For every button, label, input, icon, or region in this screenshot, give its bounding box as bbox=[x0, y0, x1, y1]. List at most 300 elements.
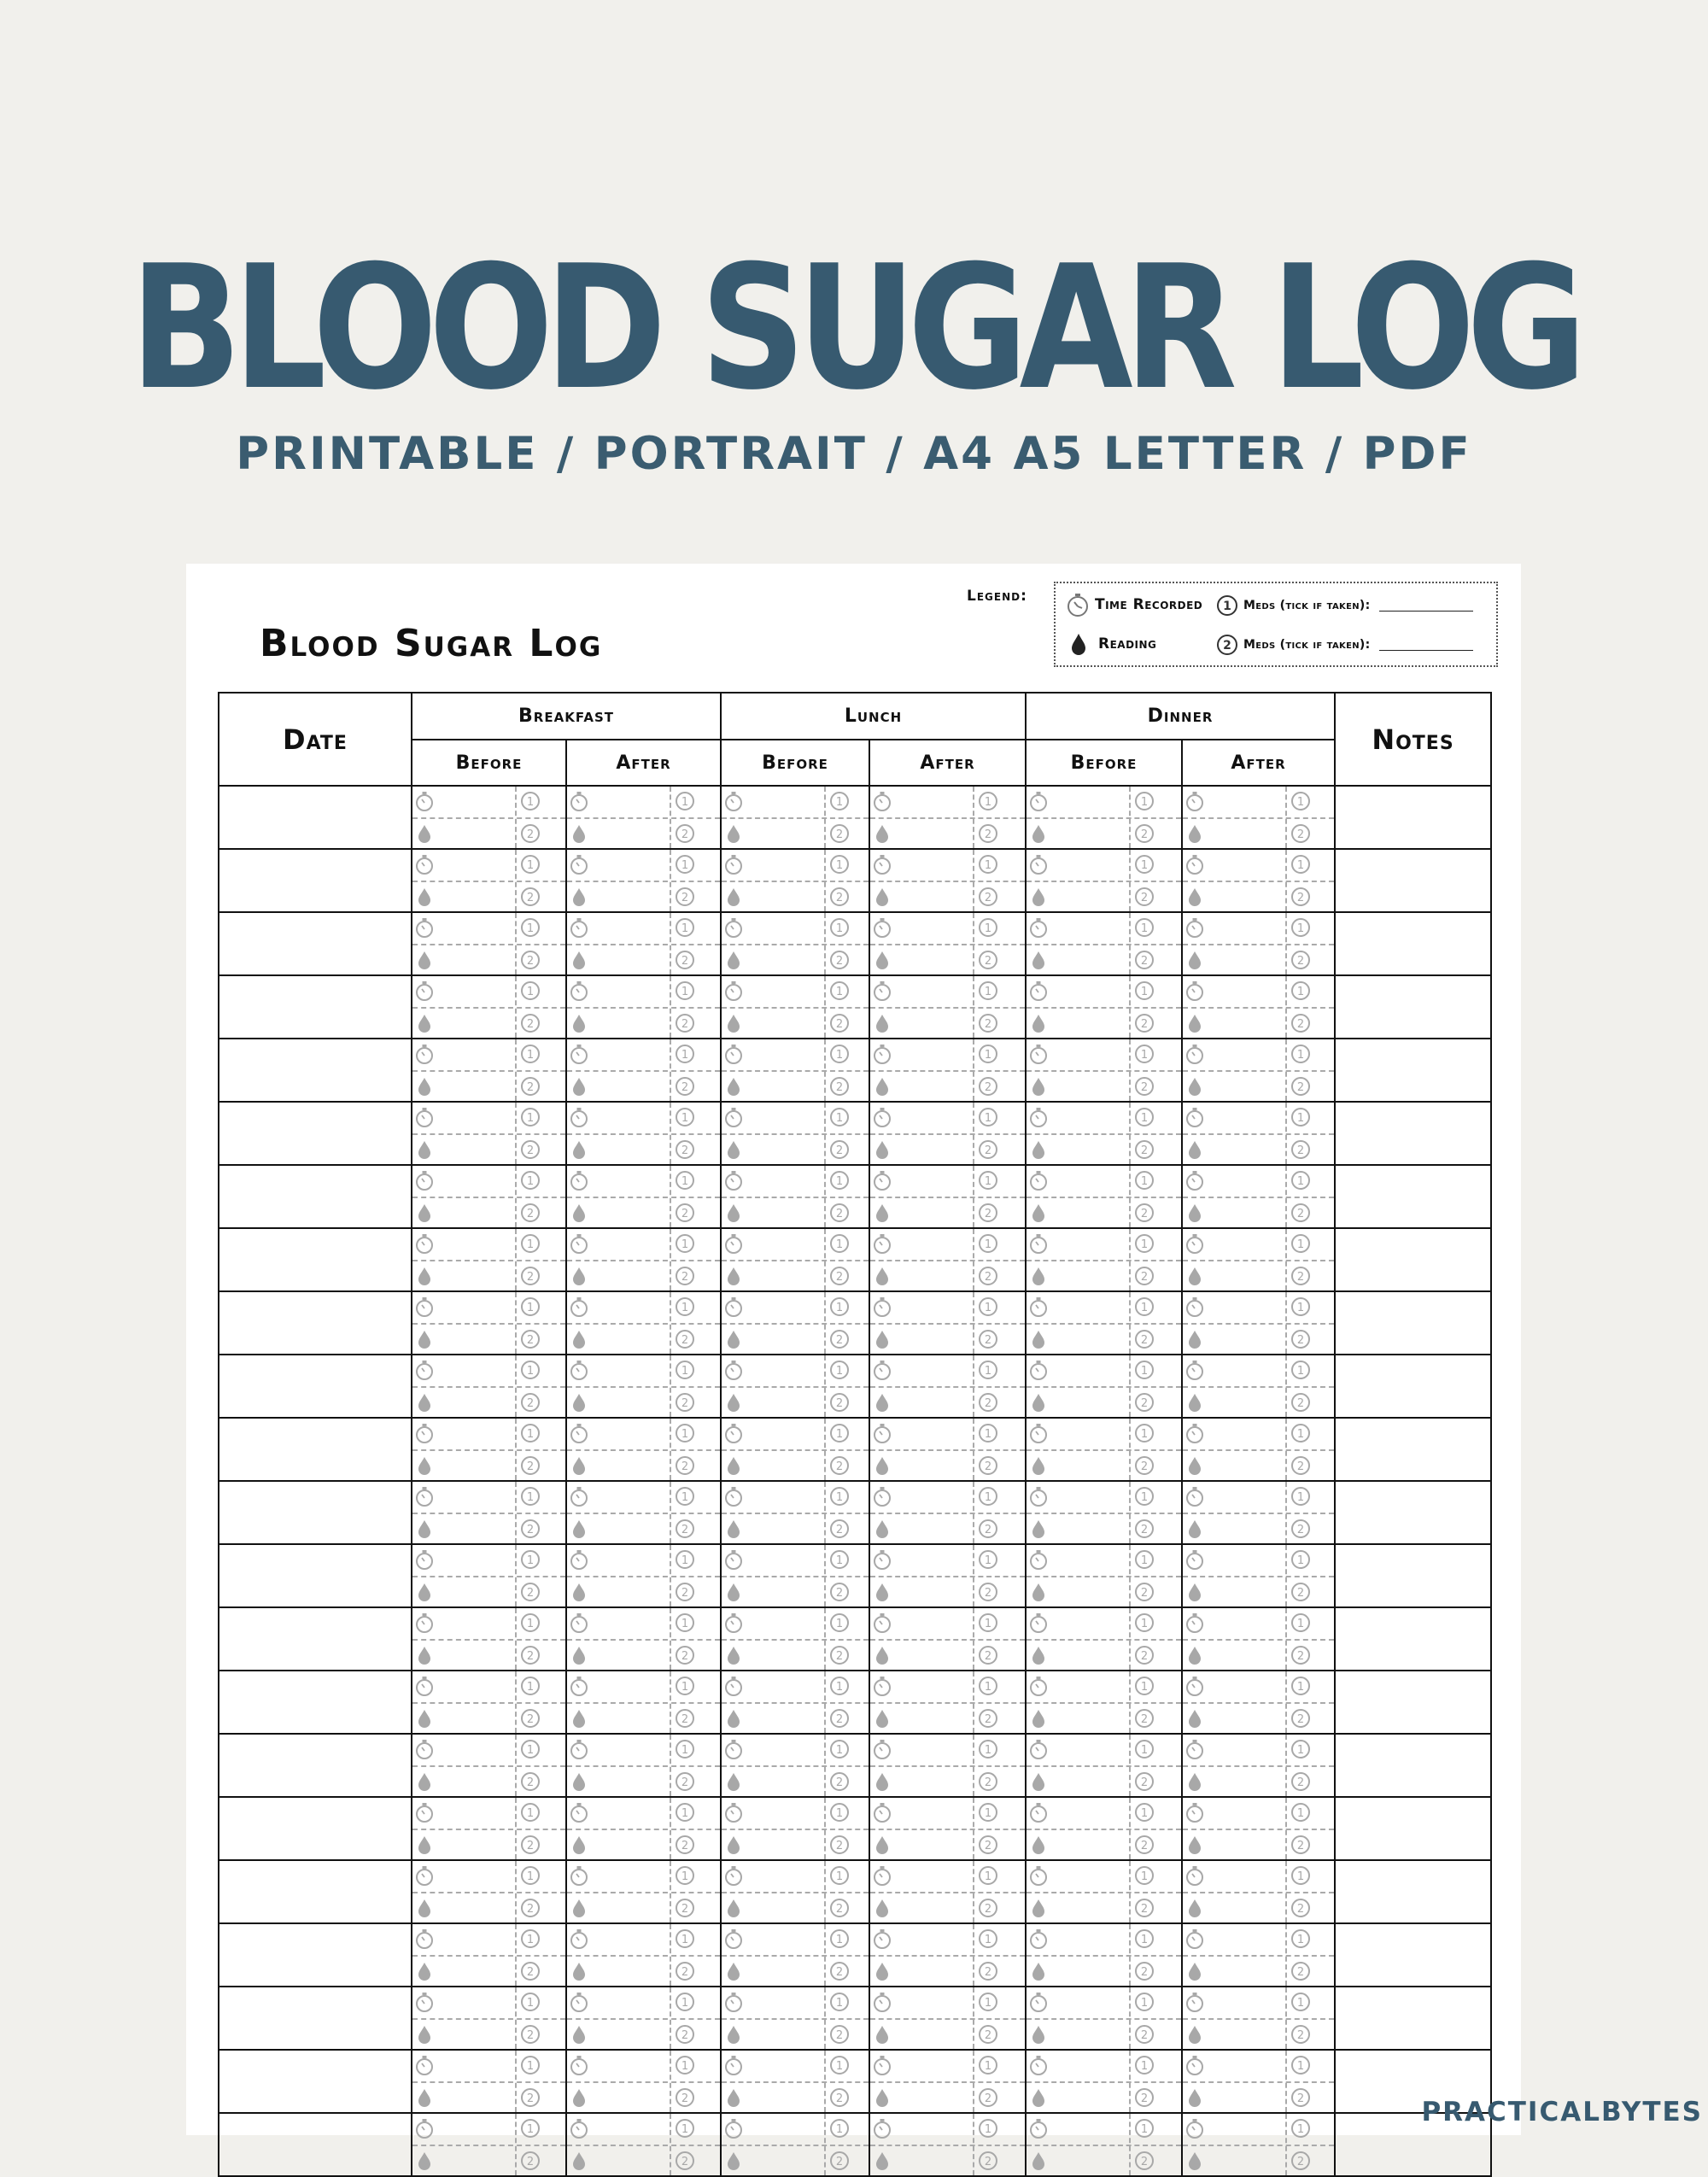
reading-slot[interactable] bbox=[412, 1165, 566, 1228]
reading-slot[interactable] bbox=[1026, 849, 1182, 912]
reading-slot[interactable] bbox=[566, 1481, 721, 1544]
circled-two-icon[interactable] bbox=[1134, 1961, 1155, 1985]
date-cell[interactable] bbox=[219, 1671, 412, 1734]
circled-two-icon[interactable] bbox=[829, 1582, 850, 1606]
reading-slot[interactable] bbox=[412, 1607, 566, 1671]
reading-slot[interactable] bbox=[1026, 1228, 1182, 1291]
circled-two-icon[interactable] bbox=[829, 950, 850, 974]
notes-cell[interactable] bbox=[1335, 975, 1491, 1039]
notes-cell[interactable] bbox=[1335, 1291, 1491, 1355]
circled-two-icon[interactable] bbox=[978, 1203, 998, 1226]
circled-two-icon[interactable] bbox=[520, 950, 541, 974]
reading-slot[interactable] bbox=[1026, 1418, 1182, 1481]
reading-slot[interactable] bbox=[869, 2050, 1026, 2113]
circled-two-icon[interactable] bbox=[520, 1455, 541, 1479]
circled-one-icon[interactable] bbox=[520, 1739, 541, 1763]
circled-one-icon[interactable] bbox=[520, 791, 541, 815]
reading-slot[interactable] bbox=[412, 1544, 566, 1607]
reading-slot[interactable] bbox=[1182, 1102, 1335, 1165]
circled-two-icon[interactable] bbox=[978, 950, 998, 974]
reading-slot[interactable] bbox=[869, 1355, 1026, 1418]
circled-one-icon[interactable] bbox=[978, 1233, 998, 1257]
circled-two-icon[interactable] bbox=[520, 1329, 541, 1353]
circled-one-icon[interactable] bbox=[829, 1549, 850, 1573]
circled-one-icon[interactable] bbox=[520, 1170, 541, 1194]
circled-one-icon[interactable] bbox=[978, 1865, 998, 1889]
circled-one-icon[interactable] bbox=[675, 980, 695, 1004]
reading-slot[interactable] bbox=[721, 1734, 869, 1797]
circled-one-icon[interactable] bbox=[1290, 1170, 1311, 1194]
circled-two-icon[interactable] bbox=[829, 1835, 850, 1858]
reading-slot[interactable] bbox=[1182, 1039, 1335, 1102]
circled-two-icon[interactable] bbox=[675, 1961, 695, 1985]
circled-one-icon[interactable] bbox=[978, 1107, 998, 1131]
reading-slot[interactable] bbox=[869, 1039, 1026, 1102]
reading-slot[interactable] bbox=[1182, 1228, 1335, 1291]
reading-slot[interactable] bbox=[566, 1671, 721, 1734]
date-cell[interactable] bbox=[219, 1165, 412, 1228]
reading-slot[interactable] bbox=[721, 1418, 869, 1481]
reading-slot[interactable] bbox=[1026, 1987, 1182, 2050]
circled-one-icon[interactable] bbox=[520, 917, 541, 941]
circled-one-icon[interactable] bbox=[829, 1676, 850, 1700]
circled-two-icon[interactable] bbox=[1134, 1329, 1155, 1353]
reading-slot[interactable] bbox=[1026, 1165, 1182, 1228]
notes-cell[interactable] bbox=[1335, 1481, 1491, 1544]
reading-slot[interactable] bbox=[566, 849, 721, 912]
circled-one-icon[interactable] bbox=[1134, 1928, 1155, 1952]
circled-one-icon[interactable] bbox=[829, 2055, 850, 2079]
circled-one-icon[interactable] bbox=[1290, 1612, 1311, 1636]
circled-one-icon[interactable] bbox=[675, 1992, 695, 2016]
circled-two-icon[interactable] bbox=[1134, 1898, 1155, 1922]
reading-slot[interactable] bbox=[412, 1860, 566, 1923]
reading-slot[interactable] bbox=[721, 1355, 869, 1418]
reading-slot[interactable] bbox=[1182, 1291, 1335, 1355]
notes-cell[interactable] bbox=[1335, 1039, 1491, 1102]
notes-cell[interactable] bbox=[1335, 1671, 1491, 1734]
circled-one-icon[interactable] bbox=[1134, 2055, 1155, 2079]
reading-slot[interactable] bbox=[869, 1418, 1026, 1481]
circled-one-icon[interactable] bbox=[1290, 1360, 1311, 1384]
circled-one-icon[interactable] bbox=[829, 1802, 850, 1826]
reading-slot[interactable] bbox=[1026, 1355, 1182, 1418]
circled-two-icon[interactable] bbox=[1290, 950, 1311, 974]
circled-two-icon[interactable] bbox=[675, 1771, 695, 1795]
notes-cell[interactable] bbox=[1335, 786, 1491, 849]
circled-one-icon[interactable] bbox=[520, 2118, 541, 2142]
reading-slot[interactable] bbox=[1026, 1860, 1182, 1923]
circled-two-icon[interactable] bbox=[978, 1519, 998, 1542]
circled-two-icon[interactable] bbox=[1290, 1898, 1311, 1922]
circled-one-icon[interactable] bbox=[675, 1044, 695, 1068]
circled-one-icon[interactable] bbox=[1134, 1423, 1155, 1447]
reading-slot[interactable] bbox=[566, 1923, 721, 1987]
reading-slot[interactable] bbox=[721, 786, 869, 849]
notes-cell[interactable] bbox=[1335, 1102, 1491, 1165]
reading-slot[interactable] bbox=[412, 1987, 566, 2050]
reading-slot[interactable] bbox=[869, 1671, 1026, 1734]
circled-two-icon[interactable] bbox=[978, 1582, 998, 1606]
reading-slot[interactable] bbox=[412, 912, 566, 975]
reading-slot[interactable] bbox=[1182, 1418, 1335, 1481]
reading-slot[interactable] bbox=[869, 786, 1026, 849]
circled-one-icon[interactable] bbox=[1290, 1486, 1311, 1510]
circled-one-icon[interactable] bbox=[829, 854, 850, 878]
reading-slot[interactable] bbox=[1026, 1039, 1182, 1102]
reading-slot[interactable] bbox=[412, 1102, 566, 1165]
circled-two-icon[interactable] bbox=[520, 1961, 541, 1985]
circled-one-icon[interactable] bbox=[1290, 980, 1311, 1004]
circled-two-icon[interactable] bbox=[1290, 1203, 1311, 1226]
circled-two-icon[interactable] bbox=[829, 823, 850, 847]
reading-slot[interactable] bbox=[412, 1355, 566, 1418]
reading-slot[interactable] bbox=[721, 1987, 869, 2050]
reading-slot[interactable] bbox=[721, 1228, 869, 1291]
notes-cell[interactable] bbox=[1335, 1860, 1491, 1923]
reading-slot[interactable] bbox=[566, 2113, 721, 2176]
circled-one-icon[interactable] bbox=[1290, 1676, 1311, 1700]
reading-slot[interactable] bbox=[1026, 975, 1182, 1039]
reading-slot[interactable] bbox=[1026, 2050, 1182, 2113]
circled-one-icon[interactable] bbox=[1290, 1233, 1311, 1257]
circled-two-icon[interactable] bbox=[978, 1771, 998, 1795]
reading-slot[interactable] bbox=[869, 1860, 1026, 1923]
circled-one-icon[interactable] bbox=[978, 1170, 998, 1194]
date-cell[interactable] bbox=[219, 1102, 412, 1165]
circled-two-icon[interactable] bbox=[1134, 1139, 1155, 1163]
circled-two-icon[interactable] bbox=[829, 1329, 850, 1353]
circled-two-icon[interactable] bbox=[520, 1519, 541, 1542]
circled-one-icon[interactable] bbox=[829, 980, 850, 1004]
circled-two-icon[interactable] bbox=[675, 887, 695, 910]
circled-two-icon[interactable] bbox=[675, 1392, 695, 1416]
reading-slot[interactable] bbox=[721, 1102, 869, 1165]
circled-one-icon[interactable] bbox=[675, 1928, 695, 1952]
circled-one-icon[interactable] bbox=[1134, 1865, 1155, 1889]
circled-one-icon[interactable] bbox=[978, 1928, 998, 1952]
circled-one-icon[interactable] bbox=[520, 1612, 541, 1636]
circled-one-icon[interactable] bbox=[675, 1865, 695, 1889]
circled-one-icon[interactable] bbox=[829, 917, 850, 941]
circled-two-icon[interactable] bbox=[1134, 2087, 1155, 2111]
circled-one-icon[interactable] bbox=[1290, 1107, 1311, 1131]
circled-one-icon[interactable] bbox=[1134, 1676, 1155, 1700]
reading-slot[interactable] bbox=[566, 1291, 721, 1355]
circled-one-icon[interactable] bbox=[978, 1739, 998, 1763]
circled-two-icon[interactable] bbox=[978, 1392, 998, 1416]
notes-cell[interactable] bbox=[1335, 1797, 1491, 1860]
reading-slot[interactable] bbox=[1026, 1291, 1182, 1355]
reading-slot[interactable] bbox=[412, 1228, 566, 1291]
reading-slot[interactable] bbox=[1026, 1102, 1182, 1165]
circled-two-icon[interactable] bbox=[829, 1392, 850, 1416]
reading-slot[interactable] bbox=[869, 1481, 1026, 1544]
circled-one-icon[interactable] bbox=[675, 1170, 695, 1194]
reading-slot[interactable] bbox=[869, 1228, 1026, 1291]
circled-two-icon[interactable] bbox=[520, 823, 541, 847]
circled-one-icon[interactable] bbox=[675, 1233, 695, 1257]
circled-one-icon[interactable] bbox=[978, 1486, 998, 1510]
circled-two-icon[interactable] bbox=[978, 1266, 998, 1290]
circled-two-icon[interactable] bbox=[1134, 1771, 1155, 1795]
circled-two-icon[interactable] bbox=[978, 1139, 998, 1163]
circled-two-icon[interactable] bbox=[520, 1835, 541, 1858]
circled-two-icon[interactable] bbox=[978, 1645, 998, 1669]
circled-two-icon[interactable] bbox=[829, 1013, 850, 1037]
reading-slot[interactable] bbox=[412, 849, 566, 912]
circled-one-icon[interactable] bbox=[1290, 1549, 1311, 1573]
circled-one-icon[interactable] bbox=[675, 2055, 695, 2079]
circled-two-icon[interactable] bbox=[829, 2024, 850, 2048]
date-cell[interactable] bbox=[219, 1418, 412, 1481]
reading-slot[interactable] bbox=[1182, 1165, 1335, 1228]
reading-slot[interactable] bbox=[566, 1734, 721, 1797]
circled-one-icon[interactable] bbox=[978, 917, 998, 941]
reading-slot[interactable] bbox=[869, 975, 1026, 1039]
circled-one-icon[interactable] bbox=[1134, 1170, 1155, 1194]
circled-two-icon[interactable] bbox=[829, 2087, 850, 2111]
circled-two-icon[interactable] bbox=[520, 887, 541, 910]
circled-two-icon[interactable] bbox=[675, 1139, 695, 1163]
reading-slot[interactable] bbox=[721, 1544, 869, 1607]
circled-two-icon[interactable] bbox=[520, 1645, 541, 1669]
reading-slot[interactable] bbox=[1026, 1481, 1182, 1544]
circled-two-icon[interactable] bbox=[520, 2151, 541, 2174]
circled-two-icon[interactable] bbox=[520, 2087, 541, 2111]
circled-two-icon[interactable] bbox=[829, 2151, 850, 2174]
circled-two-icon[interactable] bbox=[675, 1708, 695, 1732]
circled-two-icon[interactable] bbox=[829, 1961, 850, 1985]
circled-one-icon[interactable] bbox=[1290, 1865, 1311, 1889]
circled-two-icon[interactable] bbox=[978, 2151, 998, 2174]
reading-slot[interactable] bbox=[1026, 786, 1182, 849]
circled-one-icon[interactable] bbox=[1290, 1992, 1311, 2016]
reading-slot[interactable] bbox=[721, 1923, 869, 1987]
circled-two-icon[interactable] bbox=[978, 2087, 998, 2111]
reading-slot[interactable] bbox=[412, 1923, 566, 1987]
circled-two-icon[interactable] bbox=[675, 1519, 695, 1542]
notes-cell[interactable] bbox=[1335, 1987, 1491, 2050]
circled-one-icon[interactable] bbox=[520, 2055, 541, 2079]
circled-one-icon[interactable] bbox=[1134, 1549, 1155, 1573]
notes-cell[interactable] bbox=[1335, 1734, 1491, 1797]
circled-one-icon[interactable] bbox=[978, 1296, 998, 1320]
circled-one-icon[interactable] bbox=[520, 1360, 541, 1384]
circled-two-icon[interactable] bbox=[978, 1708, 998, 1732]
circled-two-icon[interactable] bbox=[1134, 1203, 1155, 1226]
reading-slot[interactable] bbox=[869, 1923, 1026, 1987]
date-cell[interactable] bbox=[219, 1228, 412, 1291]
notes-cell[interactable] bbox=[1335, 1607, 1491, 1671]
date-cell[interactable] bbox=[219, 975, 412, 1039]
notes-cell[interactable] bbox=[1335, 1544, 1491, 1607]
circled-two-icon[interactable] bbox=[1134, 1266, 1155, 1290]
circled-one-icon[interactable] bbox=[978, 1612, 998, 1636]
circled-two-icon[interactable] bbox=[1134, 1582, 1155, 1606]
circled-two-icon[interactable] bbox=[520, 1582, 541, 1606]
reading-slot[interactable] bbox=[566, 1102, 721, 1165]
circled-one-icon[interactable] bbox=[829, 1486, 850, 1510]
reading-slot[interactable] bbox=[869, 1607, 1026, 1671]
reading-slot[interactable] bbox=[1026, 1923, 1182, 1987]
circled-two-icon[interactable] bbox=[1290, 1961, 1311, 1985]
circled-one-icon[interactable] bbox=[829, 1360, 850, 1384]
circled-one-icon[interactable] bbox=[520, 1296, 541, 1320]
circled-two-icon[interactable] bbox=[829, 1519, 850, 1542]
circled-two-icon[interactable] bbox=[675, 1455, 695, 1479]
circled-two-icon[interactable] bbox=[829, 1455, 850, 1479]
reading-slot[interactable] bbox=[566, 1355, 721, 1418]
circled-two-icon[interactable] bbox=[829, 1898, 850, 1922]
circled-two-icon[interactable] bbox=[1134, 887, 1155, 910]
circled-one-icon[interactable] bbox=[520, 1486, 541, 1510]
reading-slot[interactable] bbox=[1182, 1607, 1335, 1671]
reading-slot[interactable] bbox=[1182, 1355, 1335, 1418]
circled-two-icon[interactable] bbox=[520, 1771, 541, 1795]
circled-one-icon[interactable] bbox=[978, 1802, 998, 1826]
circled-two-icon[interactable] bbox=[1134, 2024, 1155, 2048]
reading-slot[interactable] bbox=[566, 1228, 721, 1291]
notes-cell[interactable] bbox=[1335, 1228, 1491, 1291]
circled-two-icon[interactable] bbox=[1290, 1455, 1311, 1479]
circled-two-icon[interactable] bbox=[1134, 950, 1155, 974]
circled-one-icon[interactable] bbox=[520, 1549, 541, 1573]
reading-slot[interactable] bbox=[566, 975, 721, 1039]
date-cell[interactable] bbox=[219, 2050, 412, 2113]
circled-one-icon[interactable] bbox=[520, 1676, 541, 1700]
circled-two-icon[interactable] bbox=[978, 1898, 998, 1922]
reading-slot[interactable] bbox=[412, 1418, 566, 1481]
notes-cell[interactable] bbox=[1335, 912, 1491, 975]
reading-slot[interactable] bbox=[721, 849, 869, 912]
notes-cell[interactable] bbox=[1335, 1418, 1491, 1481]
circled-one-icon[interactable] bbox=[978, 980, 998, 1004]
circled-one-icon[interactable] bbox=[675, 917, 695, 941]
circled-two-icon[interactable] bbox=[978, 1013, 998, 1037]
date-cell[interactable] bbox=[219, 1481, 412, 1544]
circled-one-icon[interactable] bbox=[829, 1739, 850, 1763]
circled-one-icon[interactable] bbox=[1134, 1739, 1155, 1763]
circled-one-icon[interactable] bbox=[829, 1865, 850, 1889]
reading-slot[interactable] bbox=[1182, 1734, 1335, 1797]
date-cell[interactable] bbox=[219, 1797, 412, 1860]
circled-two-icon[interactable] bbox=[1290, 2087, 1311, 2111]
circled-two-icon[interactable] bbox=[675, 1582, 695, 1606]
reading-slot[interactable] bbox=[721, 975, 869, 1039]
circled-two-icon[interactable] bbox=[829, 1645, 850, 1669]
reading-slot[interactable] bbox=[1182, 1987, 1335, 2050]
reading-slot[interactable] bbox=[869, 1734, 1026, 1797]
reading-slot[interactable] bbox=[1026, 912, 1182, 975]
circled-one-icon[interactable] bbox=[1134, 1107, 1155, 1131]
circled-two-icon[interactable] bbox=[978, 1961, 998, 1985]
circled-two-icon[interactable] bbox=[675, 1266, 695, 1290]
date-cell[interactable] bbox=[219, 1987, 412, 2050]
circled-two-icon[interactable] bbox=[1134, 1645, 1155, 1669]
reading-slot[interactable] bbox=[566, 786, 721, 849]
reading-slot[interactable] bbox=[869, 1291, 1026, 1355]
circled-two-icon[interactable] bbox=[675, 1835, 695, 1858]
reading-slot[interactable] bbox=[1026, 1607, 1182, 1671]
circled-one-icon[interactable] bbox=[829, 1233, 850, 1257]
circled-one-icon[interactable] bbox=[675, 1612, 695, 1636]
circled-one-icon[interactable] bbox=[520, 1802, 541, 1826]
reading-slot[interactable] bbox=[721, 912, 869, 975]
circled-one-icon[interactable] bbox=[978, 854, 998, 878]
circled-one-icon[interactable] bbox=[520, 1107, 541, 1131]
reading-slot[interactable] bbox=[721, 1860, 869, 1923]
circled-two-icon[interactable] bbox=[520, 2024, 541, 2048]
circled-one-icon[interactable] bbox=[1290, 1423, 1311, 1447]
notes-cell[interactable] bbox=[1335, 1165, 1491, 1228]
reading-slot[interactable] bbox=[869, 1797, 1026, 1860]
circled-two-icon[interactable] bbox=[520, 1708, 541, 1732]
circled-one-icon[interactable] bbox=[1134, 1233, 1155, 1257]
reading-slot[interactable] bbox=[1182, 912, 1335, 975]
date-cell[interactable] bbox=[219, 1355, 412, 1418]
circled-one-icon[interactable] bbox=[675, 1802, 695, 1826]
circled-two-icon[interactable] bbox=[520, 1266, 541, 1290]
reading-slot[interactable] bbox=[1026, 1734, 1182, 1797]
reading-slot[interactable] bbox=[869, 2113, 1026, 2176]
circled-two-icon[interactable] bbox=[1290, 2151, 1311, 2174]
circled-one-icon[interactable] bbox=[675, 1423, 695, 1447]
circled-one-icon[interactable] bbox=[520, 1423, 541, 1447]
reading-slot[interactable] bbox=[566, 2050, 721, 2113]
reading-slot[interactable] bbox=[1182, 2113, 1335, 2176]
circled-one-icon[interactable] bbox=[520, 1233, 541, 1257]
circled-one-icon[interactable] bbox=[1134, 1802, 1155, 1826]
circled-one-icon[interactable] bbox=[978, 791, 998, 815]
circled-two-icon[interactable] bbox=[978, 1076, 998, 1100]
reading-slot[interactable] bbox=[1026, 1797, 1182, 1860]
reading-slot[interactable] bbox=[1026, 2113, 1182, 2176]
circled-two-icon[interactable] bbox=[1290, 1645, 1311, 1669]
meds-1-blank[interactable] bbox=[1379, 600, 1473, 612]
reading-slot[interactable] bbox=[566, 912, 721, 975]
date-cell[interactable] bbox=[219, 1734, 412, 1797]
circled-one-icon[interactable] bbox=[1134, 1486, 1155, 1510]
circled-one-icon[interactable] bbox=[1134, 791, 1155, 815]
reading-slot[interactable] bbox=[412, 1797, 566, 1860]
circled-one-icon[interactable] bbox=[978, 1676, 998, 1700]
circled-two-icon[interactable] bbox=[675, 1013, 695, 1037]
reading-slot[interactable] bbox=[1182, 1671, 1335, 1734]
circled-two-icon[interactable] bbox=[829, 1203, 850, 1226]
circled-two-icon[interactable] bbox=[829, 887, 850, 910]
circled-two-icon[interactable] bbox=[1134, 1708, 1155, 1732]
circled-two-icon[interactable] bbox=[1290, 1329, 1311, 1353]
circled-two-icon[interactable] bbox=[1134, 1392, 1155, 1416]
reading-slot[interactable] bbox=[566, 1418, 721, 1481]
reading-slot[interactable] bbox=[412, 1291, 566, 1355]
circled-one-icon[interactable] bbox=[829, 1928, 850, 1952]
circled-one-icon[interactable] bbox=[978, 1360, 998, 1384]
circled-one-icon[interactable] bbox=[829, 1612, 850, 1636]
reading-slot[interactable] bbox=[1182, 849, 1335, 912]
circled-one-icon[interactable] bbox=[829, 1170, 850, 1194]
reading-slot[interactable] bbox=[566, 1860, 721, 1923]
reading-slot[interactable] bbox=[1182, 975, 1335, 1039]
date-cell[interactable] bbox=[219, 1923, 412, 1987]
reading-slot[interactable] bbox=[721, 1607, 869, 1671]
reading-slot[interactable] bbox=[1182, 1923, 1335, 1987]
circled-two-icon[interactable] bbox=[675, 823, 695, 847]
circled-two-icon[interactable] bbox=[829, 1708, 850, 1732]
reading-slot[interactable] bbox=[721, 1039, 869, 1102]
circled-one-icon[interactable] bbox=[1290, 917, 1311, 941]
